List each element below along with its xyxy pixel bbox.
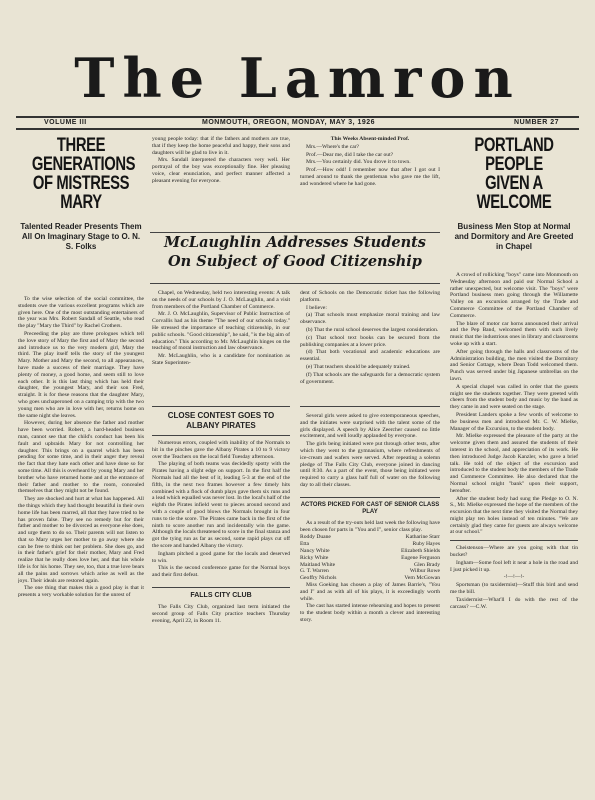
falls-city-continued: [300, 406, 440, 797]
cast-row: [300, 562, 440, 569]
headline-actors-picked: ACTORS PICKED FOR CAST OF SENIOR CLASS PLAY: [300, 501, 440, 515]
article-paragraph: Several girls were asked to give extemporaneous speeches, and the initiates were surprised with the talent some of the girls displayed. A speech by Alice Zeercher caused no little excitement, and well loudly applauded by everyone.: [300, 413, 440, 440]
article-paragraph: dent of Schools on the Democratic ticket has the following platform.: [300, 290, 440, 303]
cast-actor: Eugene Ferguson: [401, 554, 440, 561]
cast-row: [300, 541, 440, 548]
article-paragraph: Mr. McLaughlin, who is a candidate for nomination as State Superinten-: [152, 353, 290, 366]
article-paragraph: Chapel, on Wednesday, held two interesting events: A talk on the needs of our schools by J. O. McLaughlin, and a visit from members of the Portland Chamber of Commerce.: [152, 290, 290, 310]
article-paragraph: After the student body had sung the Pledge to O. N. S., Mr. Mielke expressed the hope of the members of the excursion that the next time they visited the Normal they might play ten holes instead of ten minutes. "We are certainly glad they came for guests are always welcome at our school.": [450, 495, 578, 536]
article-paragraph: Mr. Mielke expressed the pleasure of the party at the welcome given them and assured the students of their interest in the school, and appreciation of its work. He then introduced Judge Jacob Kanzler, who gave a brief talk. He told of the object of the excursion and introduced to the student body the members of the Trade and Commerce Committee. He also declared that the Normal school might "bank" upon their support, hereafter.: [450, 433, 578, 494]
headline-line: GIVEN A WELCOME: [476, 173, 552, 213]
article-paragraph: This is the second conference game for the Normal boys and their first defeat.: [152, 565, 290, 579]
cast-actor: Wilbur Rowe: [409, 568, 440, 575]
mclaughlin-banner: [150, 232, 440, 284]
joke-line: Taxidermist—What'll I do with the rest of the carcass? —C.W.: [450, 596, 578, 610]
subhead-mistress-mary: Talented Reader Presents Them All On Imaginary Stage to O. N. S. Folks: [20, 222, 142, 251]
subhead-portland-people: Business Men Stop at Normal and Dormitory and Are Greeted in Chapel: [454, 222, 574, 251]
article-paragraph: They are shocked and hurt at what has happened. All the things which they had thought beautiful in their own home life has been marred, all that they have tried to be has proven false. They see no remedy but for their father and mother to be divorced as everyone else does, and urge them to do so. Their parents will not listen to that so Mary urges her mother to go away where she can be free to think out her problem. She does go, and in their father's grief for their mother, Mary and Fred realize that he really does love her, and that his whole life is for his home. They see, too, that a true love bears all the pains and sorrows which arise as well as the joys. Their ideals are restored again.: [18, 496, 144, 584]
absent-minded-prof: [300, 136, 440, 230]
platform-item: (a) That schools must emphasize moral training and law observance.: [300, 312, 440, 326]
cast-row: [300, 534, 440, 541]
cast-actor: Vern McGowan: [404, 575, 440, 582]
article-paragraph: The playing of both teams was decidedly spotty with the Pirates having a slight edge on support. In the first half the Normals had all the best of it, leading 5-3 at the end of the fifth, in the next two frames however a few timely hits combined with a flock of dumb plays gave them six runs and a lead which equalled was never lost. In the local's half of the eighth the Pirates infield went to pieces around second and with a couple of good blows the Normals brought in four runs to tie the score. The Pirates came back in the first of the ninth to score another run and incidentally win the game. Although the locals threatened to score in the final stanza and got the tying run as far as second, some rapid plays cut off the score and handed Albany the victory.: [152, 461, 290, 549]
cast-actor: Katharine Starr: [405, 534, 440, 541]
article-paragraph: Preceeding the play are three prologues which tell the love story of Mary the first and of Mary the second and introduce us to the very modern girl, Mary the third. The play itself tells the story of the youngest Mary. Mother and Mary the second, to all appearances, have made a success of their marriage. They have plenty of money, a good home, and seem still to love each other. It is this last thing which has held their daughter, the youngest Mary, and their son Fred, straight. It is for these reasons that the daughter Mary, who goes unchaperoned on a camping trip with the two young men who are in love with her, returns home on the same night she leaves.: [18, 330, 144, 419]
platform-item: (b) That the rural school deserves the largest consideration.: [306, 326, 439, 333]
dateline: [16, 116, 579, 130]
headline-portland-people: [464, 136, 564, 212]
article-paragraph: Mrs. Sandall interpreted the characters very well. Her portrayal of the boy was exceptionally fine. Her pleasing voice, clear enunciation, and perfect manner affected a pleasant evening for everyone.: [152, 157, 290, 184]
joke-line: Mrs.—You certainly did. You drove it to town.: [306, 159, 411, 166]
headline-close-contest: CLOSE CONTEST GOES TO ALBANY PIRATES: [167, 411, 275, 430]
headline-falls-city-club: FALLS CITY CLUB: [190, 591, 252, 599]
masthead: The Lamron: [74, 46, 521, 110]
right-column: [450, 136, 578, 796]
banner-line: McLaughlin Addresses Students: [164, 234, 426, 251]
article-paragraph: Numerous errors, coupled with inability of the Normals to hit in the pinches gave the Albany Pirates a 10 to 9 victory over the Teachers on the local field Tuesday afternoon.: [152, 440, 290, 460]
platform-item: (c) That school text books can be secured from the publishing companies at a lower price.: [300, 334, 440, 348]
cast-role: Roddy Duane: [300, 534, 331, 541]
cast-actor: Glen Brady: [414, 561, 440, 568]
joke-title: This Weeks Absent-minded Prof.: [330, 136, 410, 142]
divider: [450, 540, 578, 541]
headline-line: OF MISTRESS MARY: [32, 173, 130, 213]
article-paragraph: A crowd of rollicking "boys" came into Monmouth on Wednesday afternoon and paid our Normal School a rather unexpected, but welcome visit. The "boys" were Portland business men going through the Willamette Valley on an excursion arranged by the Trade and Commerce Committee of the Portland Chamber of Commerce.: [450, 272, 578, 319]
divider: [300, 497, 440, 498]
article-paragraph: Miss Goeking has chosen a play of James Barrie's, "You and I" and as with all of his plays, it is exceedingly worth while.: [300, 581, 440, 602]
cast-role: Ricky White: [300, 554, 329, 561]
headline-mistress-mary: [31, 136, 136, 213]
platform-item: I believe:: [306, 304, 327, 311]
article-paragraph: The blare of motor car horns announced their arrival and the Pep Band, welcomed them with such lively music that the industrious ones in library and classrooms woke up with a start.: [450, 320, 578, 347]
volume-label: VOLUME III: [44, 119, 87, 126]
banner-line: On Subject of Good Citizenship: [168, 253, 422, 270]
headline-line: THREE GENERATIONS: [31, 136, 136, 175]
left-column: [18, 136, 144, 796]
cast-list: [300, 534, 440, 582]
article-paragraph: As a result of the try-outs held last week the following have been chosen for parts in "You and I", senior class play.: [300, 519, 440, 533]
article-paragraph: After going through the halls and classrooms of the Administration building, the men visited the Dormitory and Senior Cottage, where Dean Todd welcomed them. Punch was served under big Japanese umbrellas on the lawn.: [450, 348, 578, 382]
article-paragraph: Mr. J. O. McLaughlin, Supervisor of Public Instruction of Corvallis had as his theme "The need of our schools today." He stressed the importance of teaching citizenship, in our public schools. "Good citizenship", he said, "is the big aim of education." This according to Mr. McLaughlin hinges on the teaching of moral instruction and law observance.: [152, 311, 290, 352]
joke-line: Prof.—How odd! I remember now that after I got out I turned around to thank the gentleman who gave me the lift, and wondered where he had gone.: [300, 167, 440, 187]
cast-role: Etta: [300, 541, 310, 548]
divider: [152, 587, 290, 588]
cast-row: [300, 555, 440, 562]
article-paragraph: However, during her absence the father and mother have been worried. Robert, a hard-headed business man, cannot see that the child's conduct has been his fault and upbraids Mary for not controlling her daughter. This brings on a quarrel which has been pending for some time, and in their anger they reveal the fact that they hate each other and have done so for some time. All this is overheard by young Mary and her brother who have returned home and at the entrance of their father and mother to the room, concealed themselves that they might not be found.: [18, 420, 144, 495]
cast-row: [300, 548, 440, 555]
mary-continued: [152, 136, 290, 230]
article-paragraph: President Landers spoke a few words of welcome to the business men and introduced Mr. C. W. Mielke, Manager of the Excursion, to the student body.: [450, 411, 578, 432]
close-contest-article: [152, 406, 290, 797]
article-paragraph: To the wise selection of the social committee, the students owe the various excellent programs which are given here. One of the most outstanding entertainers of the year was Mrs. Robert Sandall of Seattle, who read the play "Mary the Third" by Rachel Crothers.: [18, 296, 144, 330]
cast-row: [300, 575, 440, 582]
article-paragraph: The cast has started intense rehearsing and hopes to present to the student body within a month a clever and interesting story.: [300, 603, 440, 623]
joke-line: Mrs.—Where's the car?: [306, 143, 360, 150]
mclaughlin-col-b: [300, 290, 440, 402]
joke-line: Ingham—Some fool left it near a hole in the road and I just picked it up.: [450, 559, 578, 573]
divider: [152, 435, 290, 436]
joke-line: Cheistenson—Where are you going with that tin bucket?: [450, 545, 578, 559]
cast-role: Geoffry Nichols: [300, 575, 337, 582]
joke-line: Prof.—Dear me, did I take the car out?: [306, 151, 394, 158]
cast-role: G. T. Warren: [300, 568, 329, 575]
article-paragraph: young people today: that if the fathers and mothers are true, that if they keep the home peaceful and happy, their sons and daughters will be glad to live in it.: [152, 136, 290, 156]
cast-role: Maitland White: [300, 561, 336, 568]
cast-actor: Ruby Hayes: [412, 541, 440, 548]
article-paragraph: A special chapel was called in order that the guests might see the students together. They were greeted with cheers from the student body and music by the band as they came in and were seated on the stage.: [450, 383, 578, 411]
joke-separator: -!—!—!-: [503, 574, 525, 581]
platform-item: (f) That schools are the safeguards for a democratic system of government.: [300, 371, 440, 385]
place-date: MONMOUTH, OREGON, MONDAY, MAY 3, 1926: [202, 119, 376, 126]
article-paragraph: The one thing that makes this a good play is that it presents a very workable solution for the unrest of: [18, 585, 144, 599]
cast-role: Nancy White: [300, 547, 330, 554]
article-paragraph: The girls being initiated were put through other tests, after which they went to the gymnasium, where refreshments of ice-cream and wafers were served. After repeating a solemn pledge of The Falls City Club, everyone joined in dancing until 8:30. As a part of the event, those being initiated were required to carry a glass half full of water on the following day to all their classes.: [300, 441, 440, 488]
cast-actor: Elizabeth Shields: [401, 547, 440, 554]
joke-line: Sportsman (to taxidermist)—Stuff this bird and send me the bill.: [450, 582, 578, 596]
article-paragraph: Ingham pitched a good game for the locals and deserved to win.: [152, 550, 290, 564]
platform-item: (e) That teachers should be adequately trained.: [306, 363, 411, 370]
article-paragraph: The Falls City Club, organized last term initiated the second group of Falls City practice teachers Thursday evening, April 22, in Room 11.: [152, 603, 290, 624]
headline-line: PORTLAND PEOPLE: [474, 136, 554, 175]
mclaughlin-col-a: [152, 290, 290, 402]
platform-item: (d) That both vocational and academic educations are essential.: [300, 349, 440, 363]
issue-number: NUMBER 27: [514, 119, 559, 126]
